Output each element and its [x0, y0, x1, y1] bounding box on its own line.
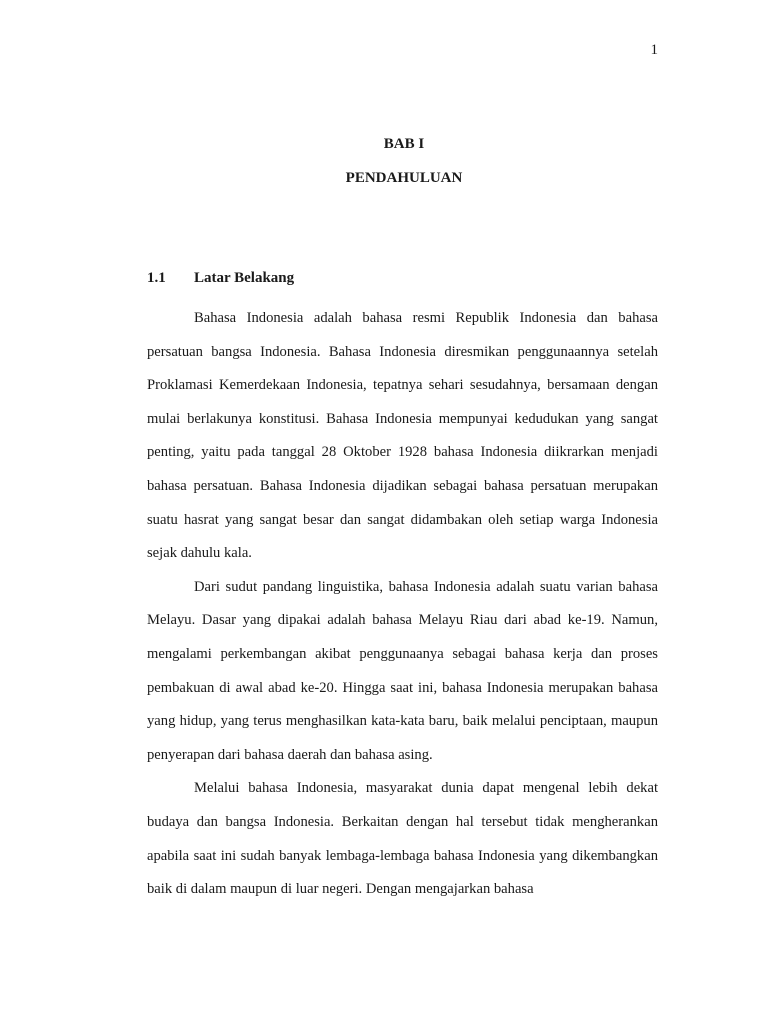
section-number: 1.1: [147, 270, 166, 286]
section-heading: [147, 270, 294, 287]
chapter-title: PENDAHULUAN: [345, 170, 463, 186]
body-text: [147, 302, 658, 907]
section-title: Latar Belakang: [194, 270, 295, 286]
paragraph-2: Dari sudut pandang linguistika, bahasa Indonesia adalah suatu varian bahasa Melayu. Dasar yang dipakai adalah bahasa Melayu Riau dari abad ke-19. Namun, mengalami perkembangan akibat penggunaanya sebagai bahasa kerja dan proses pembakuan di awal abad ke-20. Hingga saat ini, bahasa Indonesia merupakan bahasa yang hidup, yang terus menghasilkan kata-kata baru, baik melalui penciptaan, maupun penyerapan dari bahasa daerah dan bahasa asing.: [147, 578, 658, 763]
paragraph-1: Bahasa Indonesia adalah bahasa resmi Republik Indonesia dan bahasa persatuan bangsa Indonesia. Bahasa Indonesia diresmikan penggunaannya setelah Proklamasi Kemerdekaan Indonesia, tepatnya sehari sesudahnya, bersamaan dengan mulai berlakunya konstitusi. Bahasa Indonesia mempunyai kedudukan yang sangat penting, yaitu pada tanggal 28 Oktober 1928 bahasa Indonesia diikrarkan menjadi bahasa persatuan. Bahasa Indonesia dijadikan sebagai bahasa persatuan merupakan suatu hasrat yang sangat besar dan sangat didambakan oleh setiap warga Indonesia sejak dahulu kala.: [147, 310, 658, 562]
paragraph-3: Melalui bahasa Indonesia, masyarakat dunia dapat mengenal lebih dekat budaya dan bangsa Indonesia. Berkaitan dengan hal tersebut tidak mengherankan apabila saat ini sudah banyak lembaga-lembaga bahasa Indonesia yang dikembangkan baik di dalam maupun di luar negeri. Dengan mengajarkan bahasa: [147, 780, 658, 898]
chapter-label: BAB I: [383, 136, 425, 152]
page-number: 1: [650, 42, 658, 58]
